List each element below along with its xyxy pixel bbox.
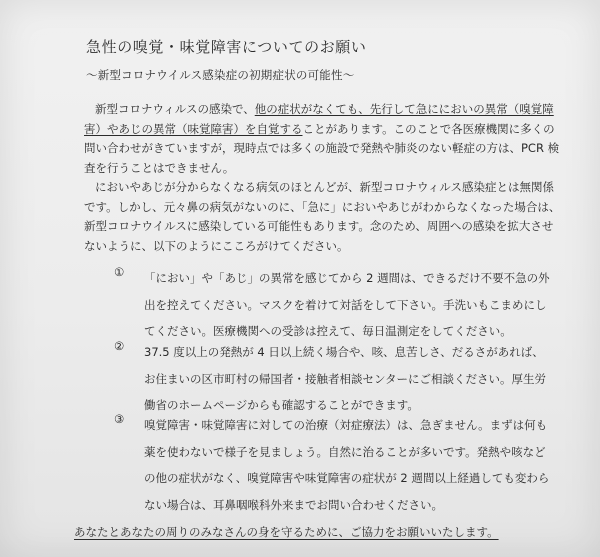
item-line: お住まいの区市町村の帰国者・接触者相談センターにご相談ください。厚生労 <box>144 371 547 386</box>
item-line: 37.5 度以上の発熱が 4 日以上続く場合や、咳、息苦しさ、だるさがあれば、 <box>144 345 544 359</box>
underlined-text: 他の症状がなくても、先行して急ににおいの異常（嗅覚障 <box>254 102 554 116</box>
item-number: ① <box>114 265 125 279</box>
item-line: 出を控えてください。マスクを着けて対話をして下さい。手洗いもこまめにし <box>144 297 547 312</box>
item-line: 嗅覚障害・味覚障害に対しての治療（対症療法）は、急ぎません。まずは何も <box>144 418 548 432</box>
item-body <box>144 339 546 419</box>
paragraph-line: 新型コロナウイルスに感染している可能性もあります。念のため、周囲への感染を拡大させ <box>84 219 554 233</box>
text-segment: ことがあります。このことで各医療機関に多くの <box>302 121 555 136</box>
item-number: ② <box>114 339 125 353</box>
closing-message: あなたとあなたの周りのみなさんの身を守るために、ご協力をお願いいたします。 <box>74 525 499 539</box>
paragraph-line: 査を行うことはできません。 <box>84 160 235 175</box>
item-body <box>144 265 550 345</box>
item-number: ③ <box>114 412 125 426</box>
paragraph-line: においやあじが分からなくなる病気のほとんどが、新型コロナウィルス感染症とは無関係 <box>95 180 554 194</box>
item-body <box>144 412 549 518</box>
paragraph-intro <box>84 100 560 178</box>
item-line: 「におい」や「あじ」の異常を感じてから 2 週間は、できるだけ不要不急の外 <box>144 271 550 285</box>
item-line: てください。医療機関への受診は控えて、毎日温測定をしてください。 <box>144 324 512 338</box>
paragraph-line: 問い合わせがきていますが，現時点では多くの施設で発熱や肺炎のない軽症の方は、PCR 検 <box>84 141 560 155</box>
paragraph-line <box>84 120 554 140</box>
page-title: 急性の嗅覚・味覚障害についてのお願い <box>86 38 367 56</box>
paragraph-note <box>84 178 561 256</box>
item-line: 働省のホームページからも確認することができます。 <box>144 398 419 412</box>
paragraph-line: です。しかし、元々鼻の病気がないのに、「急に」においやあじがわからなくなった場合は、 <box>84 199 561 214</box>
item-line: 薬を使わないで様子を見ましょう。自然に治ることが多いです。発熱や咳など <box>144 444 546 459</box>
page-subtitle: 〜新型コロナウイルス感染症の初期症状の可能性〜 <box>86 68 355 82</box>
text-segment: 新型コロナウィルスの感染で、 <box>95 102 255 116</box>
paragraph-line <box>84 100 554 120</box>
paragraph-line: ないように、以下のようにこころがけてください。 <box>84 238 349 253</box>
underlined-text: 害）やあじの異常（味覚障害）を自覚する <box>84 121 303 136</box>
item-line: ない場合は、耳鼻咽喉科外来までお問い合わせください。 <box>144 497 443 512</box>
item-line: の他の症状がなく、嗅覚障害や味覚障害の症状が 2 週間以上経過しても変わら <box>144 471 550 485</box>
